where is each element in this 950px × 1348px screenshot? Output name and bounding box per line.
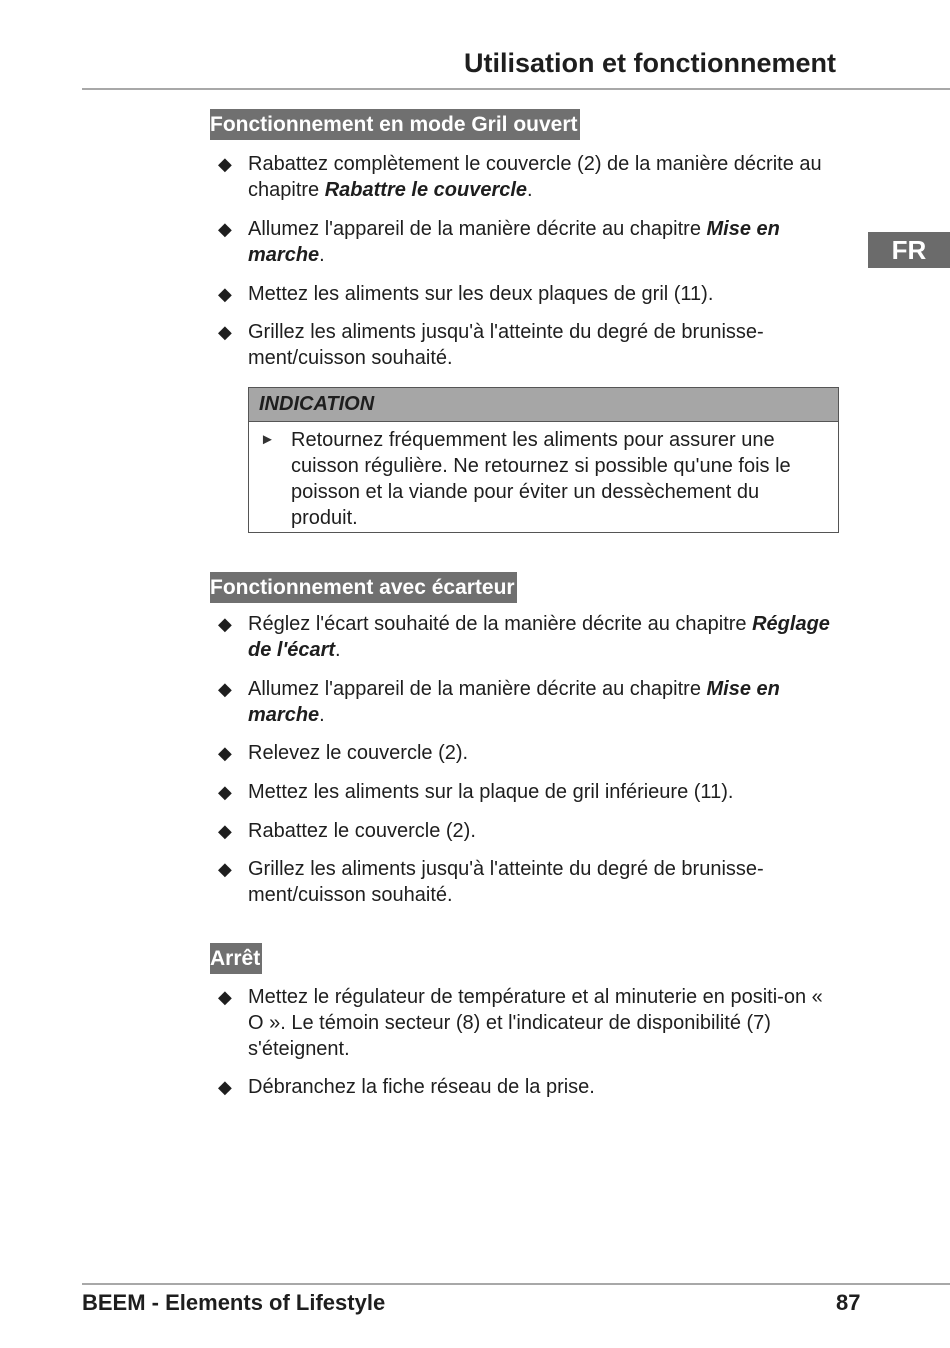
diamond-bullet-icon: ◆ — [218, 322, 232, 342]
indication-title: INDICATION — [249, 388, 838, 422]
indication-item — [249, 422, 838, 531]
section-heading-spacer: Fonctionnement avec écarteur — [210, 572, 517, 603]
list-item: ◆ Mettez les aliments sur les deux plaques de gril (11). — [218, 283, 714, 305]
diamond-bullet-icon: ◆ — [218, 219, 232, 239]
diamond-bullet-icon: ◆ — [218, 743, 232, 763]
page-title: Utilisation et fonctionnement — [463, 48, 836, 78]
list-item: ◆ Grillez les aliments jusqu'à l'atteinte du degré de brunisse-ment/cuisson souhaité. — [218, 858, 764, 906]
diamond-bullet-icon: ◆ — [218, 782, 232, 802]
page-number: 87 — [836, 1290, 861, 1315]
list-item: ◆ Allumez l'appareil de la manière décrite au chapitre Mise en marche. — [218, 218, 780, 266]
diamond-bullet-icon: ◆ — [218, 154, 232, 174]
indication-box — [248, 387, 839, 533]
diamond-bullet-icon: ◆ — [218, 284, 232, 304]
right-triangle-icon: ► — [260, 431, 275, 448]
section-heading-stop: Arrêt — [210, 943, 262, 974]
diamond-bullet-icon: ◆ — [218, 859, 232, 879]
language-tab: FR — [868, 232, 950, 268]
diamond-bullet-icon: ◆ — [218, 1077, 232, 1097]
list-item: ◆ Mettez le régulateur de température et al minuterie en positi-on « O ». Le témoin secteur (8) et l'indicateur de disponibilité (7) s'éteignent. — [218, 986, 823, 1060]
diamond-bullet-icon: ◆ — [218, 679, 232, 699]
diamond-bullet-icon: ◆ — [218, 987, 232, 1007]
indication-text: Retournez fréquemment les aliments pour assurer une cuisson régulière. Ne retournez si possible qu'une fois le poisson et la viande pour éviter un dessèchement du produit. — [291, 429, 791, 529]
section-heading-open-grill: Fonctionnement en mode Gril ouvert — [210, 109, 580, 140]
list-item: ◆ Réglez l'écart souhaité de la manière décrite au chapitre Réglage de l'écart. — [218, 613, 830, 661]
list-item: ◆ Débranchez la fiche réseau de la prise. — [218, 1076, 595, 1098]
list-item: ◆ Relevez le couvercle (2). — [218, 742, 469, 764]
list-item: ◆ Rabattez le couvercle (2). — [218, 820, 476, 842]
list-item: ◆ Allumez l'appareil de la manière décrite au chapitre Mise en marche. — [218, 678, 780, 726]
list-item: ◆ Mettez les aliments sur la plaque de gril inférieure (11). — [218, 781, 734, 803]
diamond-bullet-icon: ◆ — [218, 821, 232, 841]
diamond-bullet-icon: ◆ — [218, 614, 232, 634]
header-divider — [82, 88, 950, 90]
footer-divider — [82, 1283, 950, 1285]
list-item: ◆ Grillez les aliments jusqu'à l'atteinte du degré de brunisse-ment/cuisson souhaité. — [218, 321, 764, 369]
list-item: ◆ Rabattez complètement le couvercle (2) de la manière décrite au chapitre Rabattre le couvercle. — [218, 153, 822, 201]
footer-brand: BEEM - Elements of Lifestyle — [82, 1290, 386, 1315]
